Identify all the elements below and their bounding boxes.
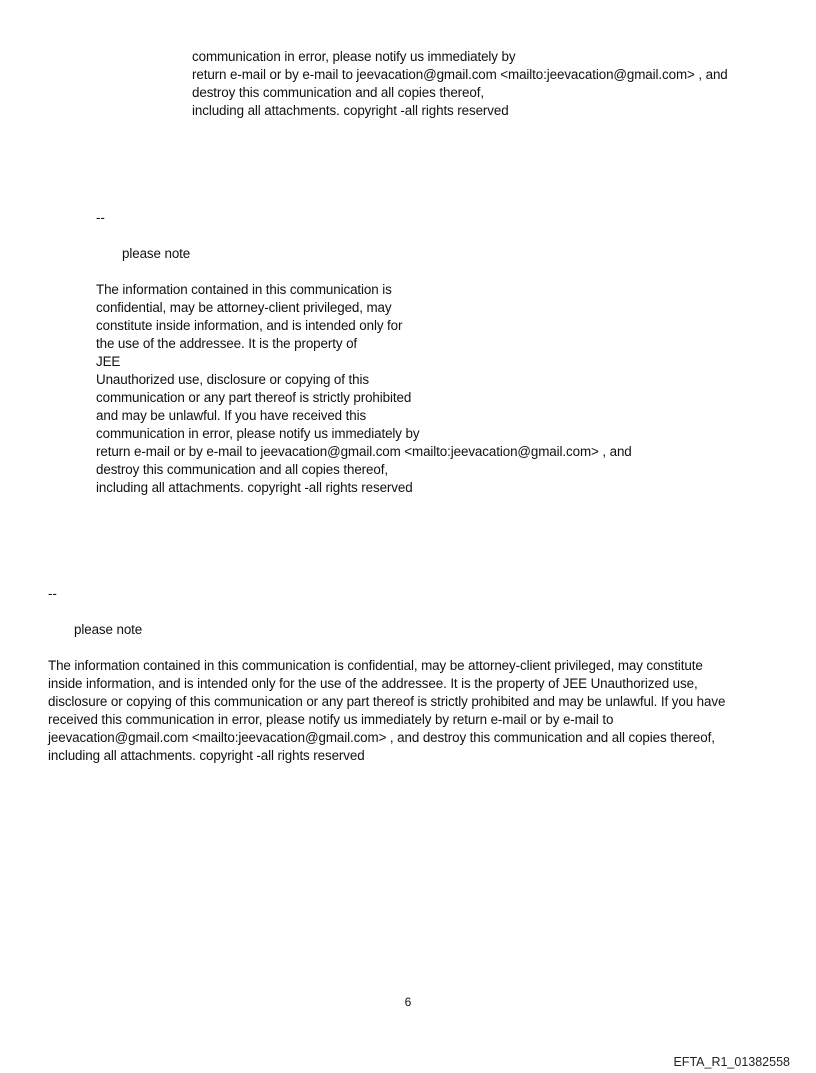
disclaimer-3-line-1: The information contained in this communication is confidential, may be attorney-client privileged, may constitute [48, 658, 703, 673]
disclaimer-1-line-1: communication in error, please notify us immediately by [192, 49, 516, 64]
disclaimer-1-line-3: destroy this communication and all copies thereof, [192, 85, 484, 100]
disclaimer-3-line-5: jeevacation@gmail.com <mailto:jeevacation@gmail.com> , and destroy this communication and all copies thereof, [48, 730, 715, 745]
separator-3: -- [48, 586, 57, 601]
disclaimer-2-line-6: Unauthorized use, disclosure or copying of this [96, 372, 369, 387]
disclaimer-2-line-12: including all attachments. copyright -all rights reserved [96, 480, 413, 495]
disclaimer-2-line-8: and may be unlawful. If you have received this [96, 408, 367, 423]
disclaimer-3-line-2: inside information, and is intended only for the use of the addressee. It is the property of JEE Unauthorized use, [48, 676, 698, 691]
document-id: EFTA_R1_01382558 [673, 1055, 790, 1069]
disclaimer-2-line-7: communication or any part thereof is strictly prohibited [96, 390, 412, 405]
disclaimer-1-line-2: return e-mail or by e-mail to jeevacation@gmail.com <mailto:jeevacation@gmail.com> , and [192, 67, 728, 82]
disclaimer-2-line-5: JEE [96, 354, 121, 369]
disclaimer-2-line-3: constitute inside information, and is intended only for [96, 318, 403, 333]
disclaimer-2-line-4: the use of the addressee. It is the property of [96, 336, 358, 351]
disclaimer-3-line-4: received this communication in error, please notify us immediately by return e-mail or by e-mail to [48, 712, 614, 727]
please-note-2: please note [122, 246, 191, 261]
page-number: 6 [404, 995, 412, 1009]
disclaimer-2-line-1: The information contained in this communication is [96, 282, 392, 297]
disclaimer-1-line-4: including all attachments. copyright -all rights reserved [192, 103, 509, 118]
disclaimer-2-line-2: confidential, may be attorney-client privileged, may [96, 300, 392, 315]
disclaimer-2-line-9: communication in error, please notify us immediately by [96, 426, 420, 441]
disclaimer-2-line-11: destroy this communication and all copies thereof, [96, 462, 388, 477]
separator-2: -- [96, 210, 105, 225]
disclaimer-3-line-6: including all attachments. copyright -all rights reserved [48, 748, 365, 763]
disclaimer-3-line-3: disclosure or copying of this communication or any part thereof is strictly prohibited and may be unlawful. If you have [48, 694, 726, 709]
disclaimer-2-line-10: return e-mail or by e-mail to jeevacation@gmail.com <mailto:jeevacation@gmail.com> , and [96, 444, 632, 459]
please-note-3: please note [74, 622, 143, 637]
